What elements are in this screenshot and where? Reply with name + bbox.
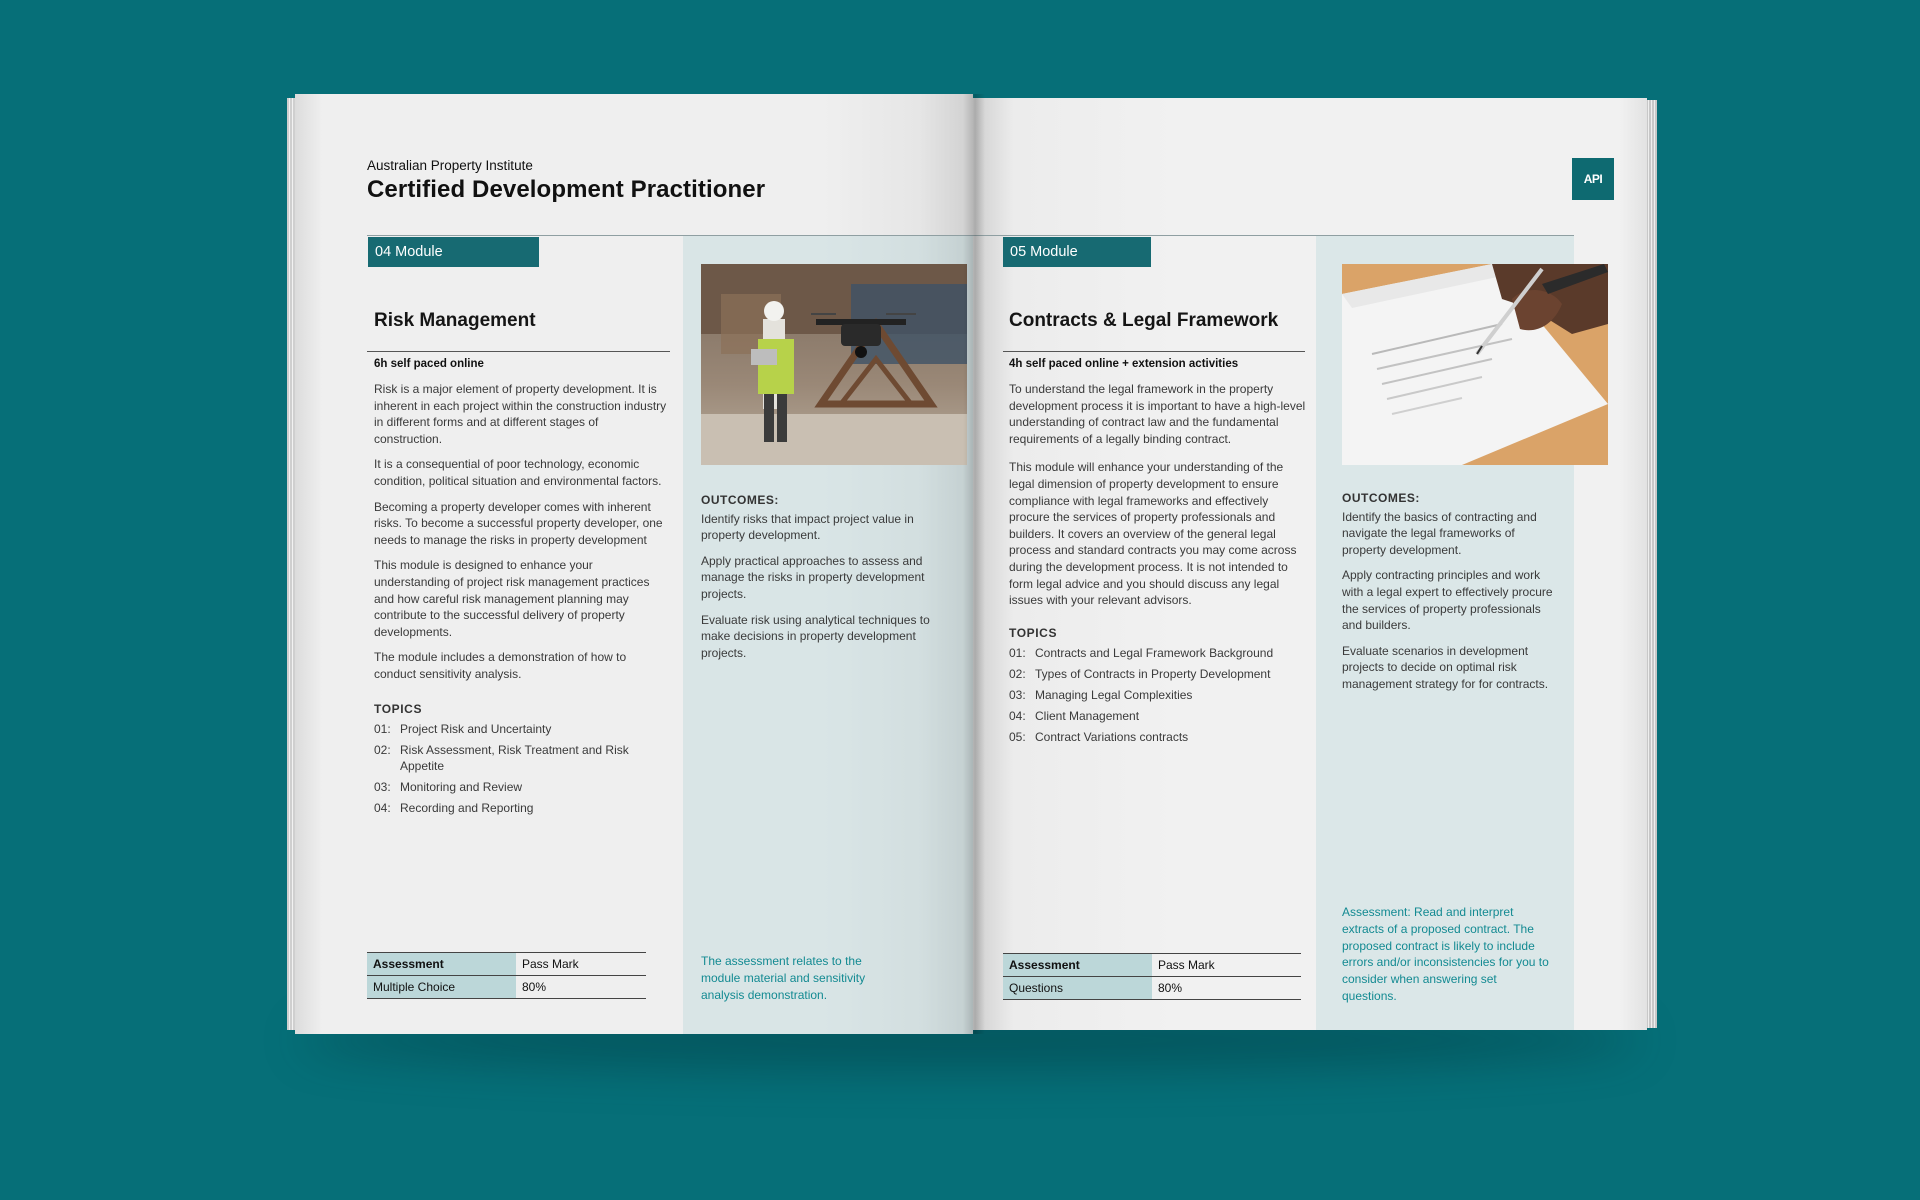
topic-item: [1009, 708, 1309, 724]
table-cell: 80%: [516, 976, 646, 999]
topic-item: [374, 779, 669, 795]
topics-heading: TOPICS: [374, 701, 423, 716]
topic-number: 04:: [374, 801, 391, 816]
topic-number: 02:: [1009, 667, 1026, 682]
outcomes-section: [701, 492, 936, 670]
topic-item: [1009, 687, 1309, 703]
topic-text: Contracts and Legal Framework Background: [1035, 646, 1274, 661]
topic-text: Monitoring and Review: [400, 780, 523, 795]
paragraph: It is a consequential of poor technology, economic condition, political situation and environmental factors.: [374, 457, 662, 488]
paragraph: Risk is a major element of property development. It is inherent in each project within the construction industry in different forms and at different stages of construction.: [374, 382, 667, 446]
outcome-item: Evaluate risk using analytical techniques to make decisions in property development projects.: [701, 612, 930, 660]
header-rule: [367, 235, 973, 236]
topic-number: 03:: [1009, 688, 1026, 703]
open-brochure: [295, 94, 1647, 1034]
left-page: [295, 94, 973, 1034]
paragraph: This module is designed to enhance your understanding of project risk management practices and how careful risk management planning may contribute to the successful delivery of property developments.: [374, 558, 650, 639]
table-header-cell: Pass Mark: [1152, 954, 1301, 977]
topic-number: 02:: [374, 743, 391, 757]
contract-photo: [1342, 264, 1608, 465]
topic-text: Types of Contracts in Property Development: [1035, 667, 1271, 682]
page-title: Certified Development Practitioner: [367, 176, 766, 203]
table-cell: 80%: [1152, 977, 1301, 1000]
topic-text: Recording and Reporting: [400, 801, 534, 816]
topic-number: 01:: [374, 722, 391, 737]
outcomes-section: [1342, 490, 1557, 702]
topic-text: Managing Legal Complexities: [1035, 688, 1193, 703]
topic-text: Client Management: [1035, 709, 1140, 724]
module-tab: 05 Module: [1003, 237, 1151, 267]
topic-item: [374, 742, 669, 775]
table-row: [1003, 977, 1301, 1000]
table-row: [367, 953, 646, 976]
institute-name: Australian Property Institute: [367, 158, 533, 173]
module-title: Risk Management: [374, 310, 536, 331]
right-page: [973, 98, 1647, 1030]
assessment-table: [367, 952, 646, 999]
topic-item: [1009, 645, 1309, 661]
topic-number: 01:: [1009, 646, 1026, 661]
table-header-cell: Assessment: [367, 953, 516, 976]
topic-item: [1009, 666, 1309, 682]
outcome-item: Apply contracting principles and work with a legal expert to effectively procure the services of property professionals and builders.: [1342, 568, 1553, 633]
paragraph: This module will enhance your understanding of the legal dimension of property development to ensure compliance with legal frameworks and effectively procure the services of property professionals and builders. It covers an overview of the general legal process and standard contracts you may come across during the development process. It is not intended to form legal advice and you should discuss any legal issues with your relevant advisors.: [1009, 460, 1297, 608]
module-title: Contracts & Legal Framework: [1009, 310, 1279, 331]
outcomes-heading: OUTCOMES:: [1342, 491, 1420, 505]
module-description: [1009, 381, 1309, 750]
topic-number: 03:: [374, 780, 391, 795]
outcome-item: Evaluate scenarios in development projects to decide on optimal risk management strategy for for contracts.: [1342, 643, 1549, 691]
topic-text: Risk Assessment, Risk Treatment and Risk Appetite: [400, 743, 629, 774]
header-rule: [973, 235, 1574, 236]
table-cell: Multiple Choice: [367, 976, 516, 999]
outcome-item: Apply practical approaches to assess and manage the risks in property development projects.: [701, 553, 925, 601]
topic-text: Contract Variations contracts: [1035, 729, 1189, 744]
module-description: [374, 381, 669, 821]
outcome-item: Identify the basics of contracting and navigate the legal frameworks of property development.: [1342, 509, 1537, 557]
assessment-note: The assessment relates to the module material and sensitivity analysis demonstration.: [701, 954, 866, 1002]
paragraph: The module includes a demonstration of how to conduct sensitivity analysis.: [374, 650, 627, 681]
paragraph: Becoming a property developer comes with inherent risks. To become a successful property developer, one needs to manage the risks in property development: [374, 499, 663, 547]
topic-number: 05:: [1009, 729, 1026, 744]
assessment-note: Assessment: Read and interpret extracts of a proposed contract. The proposed contract is likely to include errors and/or inconsistencies for you to consider when answering set questions.: [1342, 905, 1549, 1003]
drone-construction-image: [701, 264, 967, 465]
table-header-cell: Assessment: [1003, 954, 1152, 977]
topic-item: [374, 800, 669, 816]
module-duration: 4h self paced online + extension activities: [1009, 358, 1239, 370]
api-logo: API: [1572, 158, 1614, 200]
table-cell: Questions: [1003, 977, 1152, 1000]
table-row: [1003, 954, 1301, 977]
topic-number: 04:: [1009, 709, 1026, 724]
book-spine: [963, 94, 985, 1034]
outcome-item: Identify risks that impact project value in property development.: [701, 511, 914, 543]
outcomes-heading: OUTCOMES:: [701, 493, 779, 507]
table-row: [367, 976, 646, 999]
module-tab: 04 Module: [368, 237, 539, 267]
table-header-cell: Pass Mark: [516, 953, 646, 976]
topics-heading: TOPICS: [1009, 625, 1058, 640]
assessment-table: [1003, 953, 1301, 1000]
contract-signing-image: [1342, 264, 1608, 465]
title-rule: [367, 351, 670, 352]
topic-item: [1009, 729, 1309, 745]
drone-photo: [701, 264, 967, 465]
topic-item: [374, 721, 669, 737]
paragraph: To understand the legal framework in the property development process it is important to have a high-level understanding of contract law and the fundamental requirements of a legally binding contract.: [1009, 382, 1306, 446]
module-duration: 6h self paced online: [374, 358, 484, 370]
topic-text: Project Risk and Uncertainty: [400, 722, 552, 737]
title-rule: [1003, 351, 1305, 352]
